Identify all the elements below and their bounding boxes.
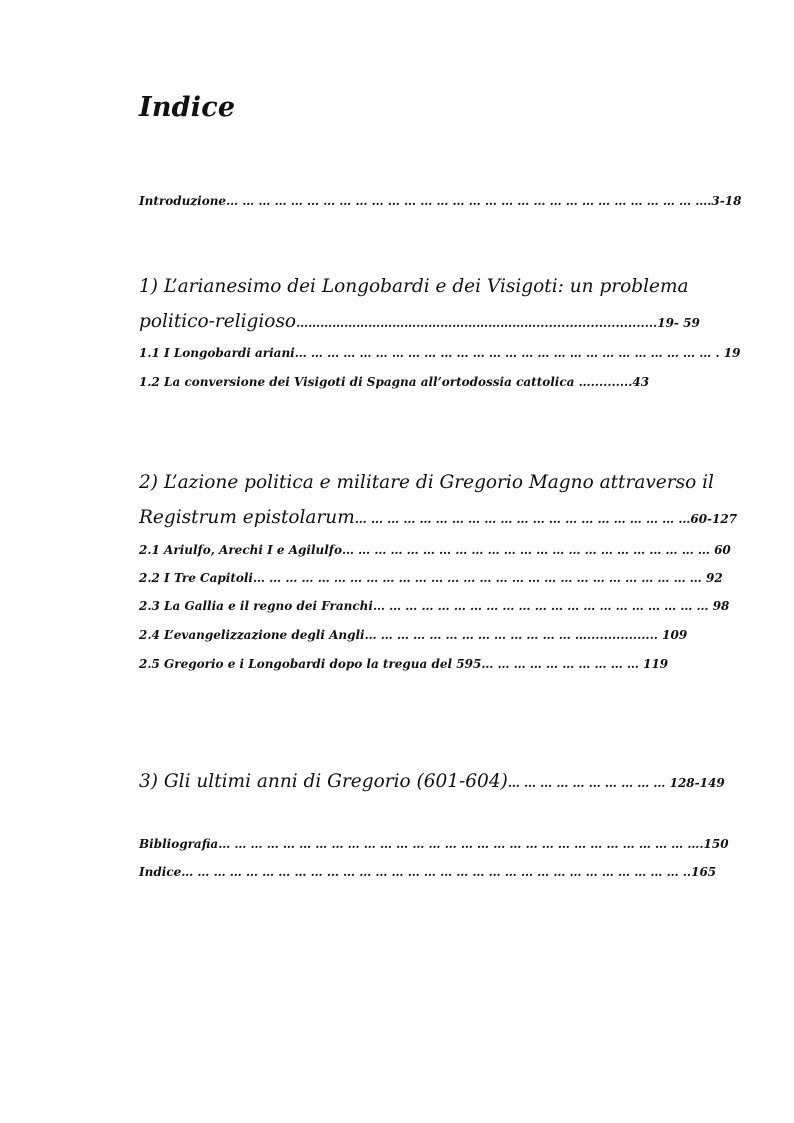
chapter-1-title-line-2[interactable] xyxy=(139,308,700,337)
entry-dots: … … … … … … … … … … xyxy=(481,657,644,671)
entry-page: 92 xyxy=(705,571,723,585)
entry-label: 2.4 L’evangelizzazione degli Angli xyxy=(139,628,365,642)
toc-entry-2-3[interactable] xyxy=(139,598,730,614)
entry-label: 1.1 I Longobardi ariani xyxy=(139,346,295,360)
entry-label: 2.3 La Gallia e il regno dei Franchi xyxy=(139,599,373,613)
chapter-3-title: 3) Gli ultimi anni di Gregorio (601-604) xyxy=(139,771,508,792)
toc-entry-2-5[interactable] xyxy=(139,656,679,672)
toc-entry-bibliografia[interactable] xyxy=(139,836,729,852)
chapter-1-title-line-1[interactable]: 1) L’arianesimo dei Longobardi e dei Visigoti: un problema xyxy=(139,276,689,297)
entry-page: 60-127 xyxy=(690,512,738,526)
entry-page: 3-18 xyxy=(711,194,742,208)
entry-page: 109 xyxy=(662,628,688,642)
entry-page: 150 xyxy=(703,837,729,851)
chapter-3-entry[interactable] xyxy=(139,768,725,797)
entry-dots: … … … … … … … … … … xyxy=(507,776,670,790)
entry-label: 2.5 Gregorio e i Longobardi dopo la tregua del 595 xyxy=(139,657,482,671)
entry-label: Indice xyxy=(139,865,182,879)
entry-dots: … … … … … … … … … … … … … … … … … … … … … … … … … … … … … …. xyxy=(218,837,704,851)
entry-label: Introduzione xyxy=(139,194,227,208)
entry-page: 165 xyxy=(691,865,717,879)
entry-page: 98 xyxy=(712,599,730,613)
entry-page: 119 xyxy=(643,657,669,671)
toc-entry-2-2[interactable] xyxy=(139,570,723,586)
entry-label: 2.2 I Tre Capitoli xyxy=(139,571,253,585)
entry-page: 19 xyxy=(723,346,741,360)
entry-label: 1.2 La conversione dei Visigoti di Spagna all’ortodossia cattolica xyxy=(139,375,575,389)
entry-label: Bibliografia xyxy=(139,837,219,851)
entry-dots: … … … … … … … … … … … … … …................. xyxy=(364,628,663,642)
toc-entry-indice[interactable] xyxy=(139,864,717,880)
chapter-2-title-line-1[interactable]: 2) L’azione politica e militare di Gregorio Magno attraverso il xyxy=(139,472,714,493)
toc-entry-2-1[interactable] xyxy=(139,542,731,558)
entry-page: 43 xyxy=(632,375,650,389)
entry-label: 2.1 Ariulfo, Arechi I e Agilulfo xyxy=(139,543,342,557)
entry-dots: … … … … … … … … … … … … … … … … … … … … … … … … … … . xyxy=(294,346,724,360)
entry-dots: ……………………………………………………............................. xyxy=(296,316,658,330)
chapter-1-title-cont: politico-religioso xyxy=(139,311,297,332)
entry-dots: … … … … … … … … … … … … … … … … … … … … … xyxy=(372,599,713,613)
chapter-2-title-cont: Registrum epistolarum xyxy=(139,507,355,528)
entry-page: 19- 59 xyxy=(657,316,700,330)
entry-page: 128-149 xyxy=(669,776,725,790)
entry-dots: … … … … … … … … … … … … … … … … … … … … … … … … … … … … … …. xyxy=(226,194,712,208)
entry-dots: … … … … … … … … … … … … … … … … … … … … … … … … … … … … … … … .. xyxy=(181,865,692,879)
entry-dots: … … … … … … … … … … … … … … … … … … … … … xyxy=(354,512,691,526)
entry-dots: … … … … … … … … … … … … … … … … … … … … … … … xyxy=(341,543,715,557)
entry-page: 60 xyxy=(714,543,731,557)
chapter-2-title-line-2[interactable] xyxy=(139,504,738,533)
page-title: Indice xyxy=(139,92,236,123)
toc-entry-introduzione[interactable] xyxy=(139,193,742,209)
toc-entry-1-2[interactable] xyxy=(139,374,679,390)
toc-entry-2-4[interactable] xyxy=(139,627,688,643)
entry-dots: ….......... xyxy=(574,375,633,389)
entry-dots: … … … … … … … … … … … … … … … … … … … … … … … … … … … … xyxy=(252,571,706,585)
toc-entry-1-1[interactable] xyxy=(139,345,741,361)
